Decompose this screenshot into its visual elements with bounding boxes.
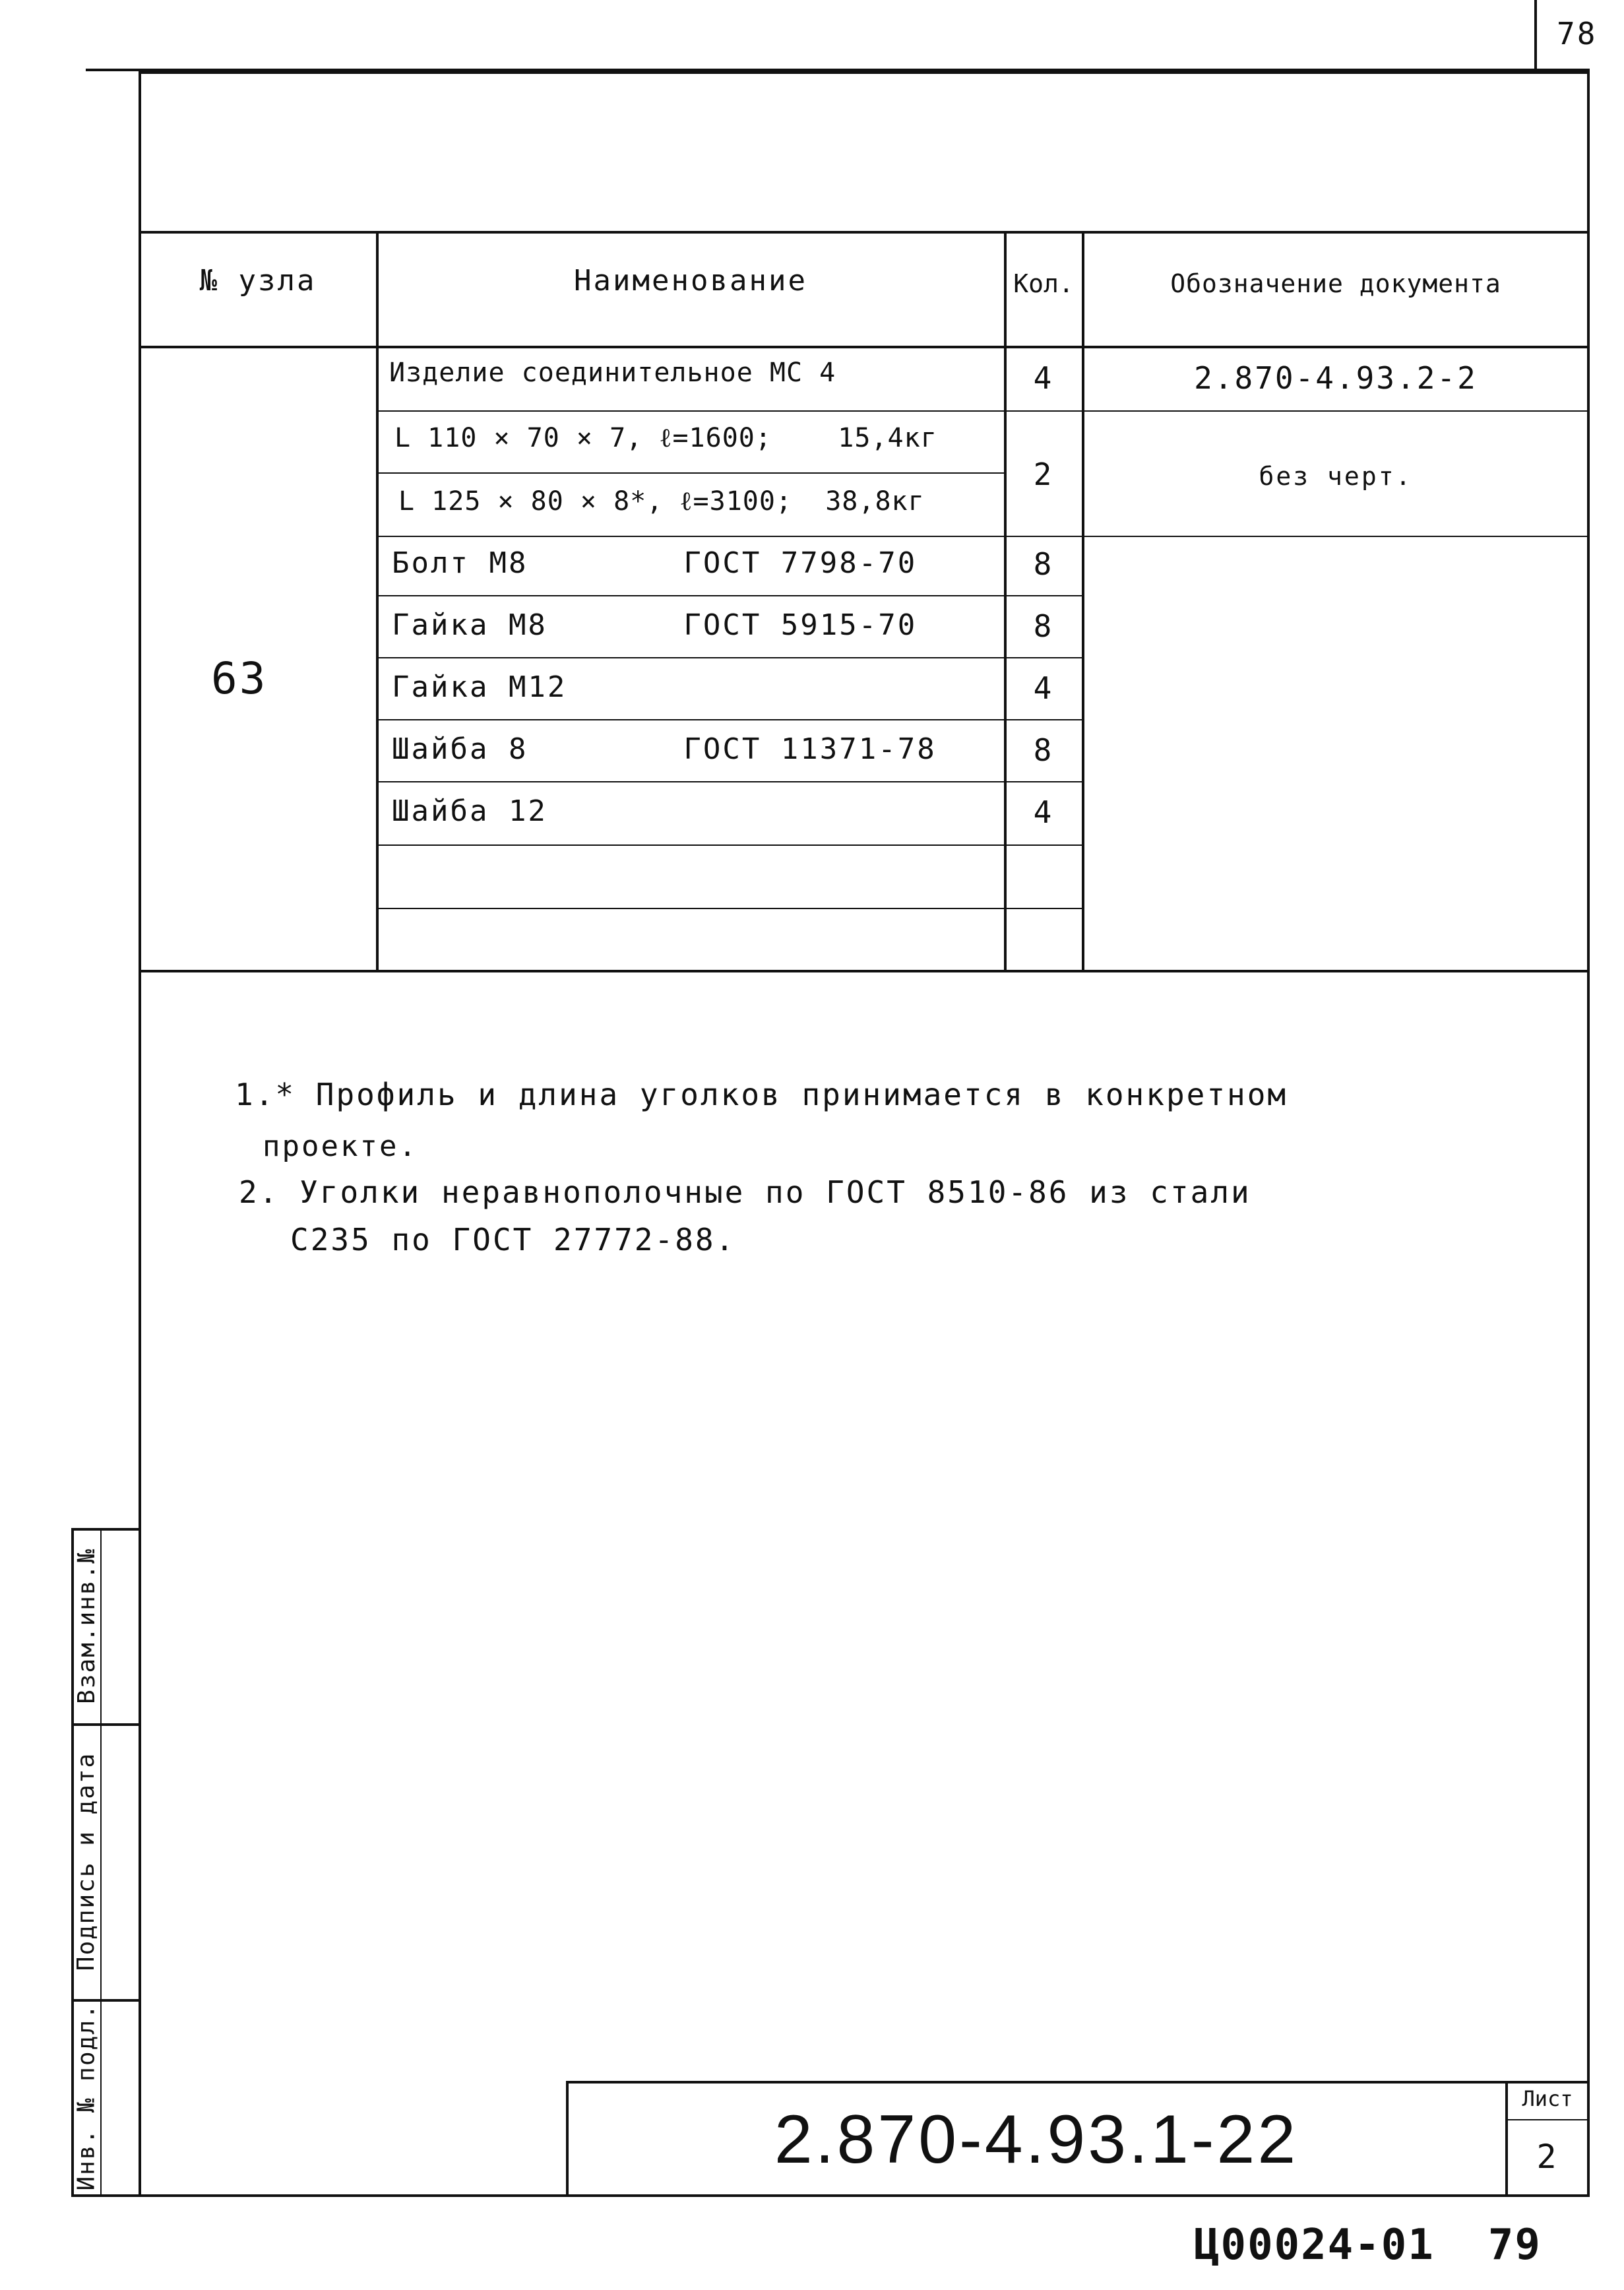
row-6-name: Гайка М12 <box>392 670 567 704</box>
row-line-4 <box>377 595 1083 596</box>
row-5-name: Гайка М8 ГОСТ 5915-70 <box>392 608 918 642</box>
sheet-label: Лист <box>1522 2086 1573 2111</box>
header-doc: Обозначение документа <box>1170 269 1501 298</box>
frame-bottom <box>71 2194 1590 2197</box>
row-7-name: Шайба 8 ГОСТ 11371-78 <box>392 732 937 766</box>
header-name: Наименование <box>574 264 807 298</box>
frame-left <box>139 71 141 2196</box>
note-1-cont: проекте. <box>263 1129 418 1163</box>
row-8-qty: 4 <box>1033 794 1054 830</box>
row-1-name: Изделие соединительное МС 4 <box>389 358 836 388</box>
row-line-9 <box>377 908 1083 909</box>
col-sep-2 <box>1004 231 1007 971</box>
row-line-1 <box>377 410 1587 412</box>
row-6-qty: 4 <box>1033 670 1054 706</box>
table-header-bottom-line <box>140 346 1588 348</box>
row-line-7 <box>377 781 1083 782</box>
row-7-qty: 8 <box>1033 732 1054 768</box>
node-number: 63 <box>211 653 268 704</box>
sheet-number: 2 <box>1536 2138 1559 2176</box>
row-1-doc: 2.870-4.93.2-2 <box>1194 360 1478 396</box>
note-2: 2. Уголки неравнополочные по ГОСТ 8510-86 из стали <box>239 1174 1251 1210</box>
table-top-line <box>140 231 1588 234</box>
row-3-name: L 125 × 80 × 8*, ℓ=3100; 38,8кг <box>398 486 925 517</box>
note-1: 1.* Профиль и длина уголков принимается в конкретном <box>235 1077 1288 1112</box>
header-qty: Кол. <box>1013 269 1074 298</box>
side-label-1: Взам.инв.№ <box>73 1547 100 1704</box>
header-node: № узла <box>199 264 317 298</box>
page-number-top: 78 <box>1557 16 1598 51</box>
row-5-qty: 8 <box>1033 608 1054 644</box>
row-line-2 <box>377 472 1004 474</box>
row-8-name: Шайба 12 <box>392 794 547 828</box>
frame-top <box>140 71 1590 74</box>
col-sep-3 <box>1082 231 1084 971</box>
side-label-2: Подпись и дата <box>73 1752 100 1971</box>
sheet-box-sep <box>1507 2119 1588 2120</box>
row-4-qty: 8 <box>1033 546 1054 582</box>
table-bottom-line <box>140 970 1588 972</box>
footer-code: Ц00024-01 79 <box>1194 2221 1542 2270</box>
row-line-8 <box>377 844 1083 846</box>
row-line-5 <box>377 657 1083 658</box>
row-1-qty: 4 <box>1033 360 1054 396</box>
row-4-name: Болт М8 ГОСТ 7798-70 <box>392 546 918 580</box>
title-block-top <box>566 2081 1588 2083</box>
side-label-3: Инв. № подл. <box>73 2002 100 2191</box>
frame-right <box>1587 71 1590 2196</box>
page-number-box-left <box>1534 0 1537 73</box>
row-line-3 <box>377 536 1587 537</box>
col-sep-1 <box>376 231 379 971</box>
row-2-name: L 110 × 70 × 7, ℓ=1600; 15,4кг <box>394 423 937 453</box>
angles-qty: 2 <box>1033 457 1054 492</box>
angles-doc: без черт. <box>1259 462 1413 491</box>
note-2-cont: С235 по ГОСТ 27772-88. <box>290 1222 736 1257</box>
row-line-6 <box>377 719 1083 720</box>
document-designation: 2.870-4.93.1-22 <box>774 2101 1299 2178</box>
